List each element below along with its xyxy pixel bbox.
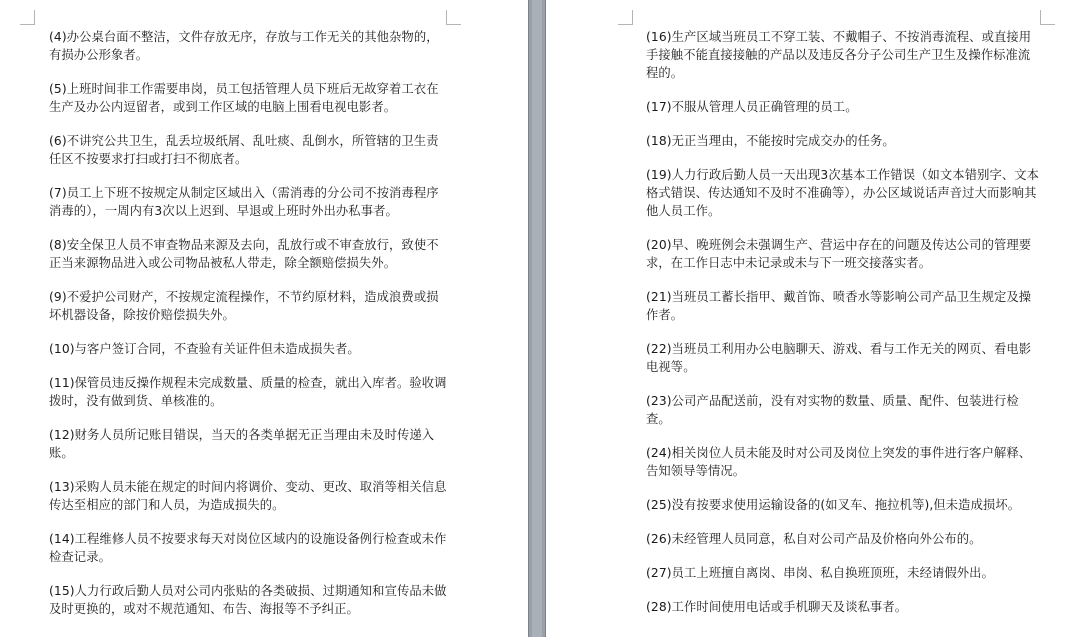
- paragraph[interactable]: (28)工作时间使用电话或手机聊天及谈私事者。: [646, 600, 908, 614]
- page-text-body[interactable]: [646, 28, 1042, 616]
- document-page-left[interactable]: [0, 0, 528, 637]
- paragraph[interactable]: (21)当班员工蓄长指甲、戴首饰、喷香水等影响公司产品卫生规定及操作者。: [646, 290, 1032, 322]
- paragraph[interactable]: (19)人力行政后勤人员一天出现3次基本工作错误（如文本错别字、文本格式错误、传达通知不及时不准确等），办公区域说话声音过大而影响其他人员工作。: [646, 168, 1040, 218]
- page-text-body[interactable]: [49, 28, 449, 618]
- paragraph[interactable]: (18)无正当理由，不能按时完成交办的任务。: [646, 134, 895, 148]
- paragraph[interactable]: (13)采购人员未能在规定的时间内将调价、变动、更改、取消等相关信息传达至相应的部门和人员，为造成损失的。: [49, 480, 447, 512]
- margin-corner-mark: [20, 10, 35, 25]
- paragraph[interactable]: (17)不服从管理人员正确管理的员工。: [646, 100, 858, 114]
- paragraph[interactable]: (24)相关岗位人员未能及时对公司及岗位上突发的事件进行客户解释、告知领导等情况。: [646, 446, 1032, 478]
- paragraph[interactable]: (14)工程维修人员不按要求每天对岗位区域内的设施设备例行检查或未作检查记录。: [49, 532, 447, 564]
- paragraph[interactable]: (25)没有按要求使用运输设备的(如叉车、拖拉机等),但未造成损坏。: [646, 498, 1021, 512]
- paragraph[interactable]: (5)上班时间非工作需要串岗，员工包括管理人员下班后无故穿着工衣在生产及办公内逗留者，或到工作区域的电脑上围看电视电影者。: [49, 82, 439, 114]
- paragraph[interactable]: (26)未经管理人员同意，私自对公司产品及价格向外公布的。: [646, 532, 982, 546]
- margin-corner-mark: [618, 10, 633, 25]
- paragraph[interactable]: (20)早、晚班例会未强调生产、营运中存在的问题及传达公司的管理要求，在工作日志中未记录或未与下一班交接落实者。: [646, 238, 1032, 270]
- paragraph[interactable]: (9)不爱护公司财产，不按规定流程操作，不节约原材料，造成浪费或损坏机器设备，除按价赔偿损失外。: [49, 290, 439, 322]
- page-gap-inner: [532, 0, 542, 637]
- paragraph[interactable]: (6)不讲究公共卫生，乱丢垃圾纸屑、乱吐痰、乱倒水，所管辖的卫生责任区不按要求打扫或打扫不彻底者。: [49, 134, 439, 166]
- paragraph[interactable]: (27)员工上班擅自离岗、串岗、私自换班顶班，未经请假外出。: [646, 566, 994, 580]
- margin-corner-mark: [446, 10, 461, 25]
- paragraph[interactable]: (8)安全保卫人员不审查物品来源及去向，乱放行或不审查放行，致使不正当来源物品进入或公司物品被私人带走，除全额赔偿损失外。: [49, 238, 439, 270]
- paragraph[interactable]: (16)生产区域当班员工不穿工装、不戴帽子、不按消毒流程、或直接用手接触不能直接接触的产品以及违反各分子公司生产卫生及操作标准流程的。: [646, 30, 1032, 80]
- paragraph[interactable]: (7)员工上下班不按规定从制定区域出入（需消毒的分公司不按消毒程序消毒的），一周内有3次以上迟到、早退或上班时外出办私事者。: [49, 186, 439, 218]
- paragraph[interactable]: (4)办公桌台面不整洁，文件存放无序，存放与工作无关的其他杂物的，有损办公形象者。: [49, 30, 439, 62]
- paragraph[interactable]: (11)保管员违反操作规程未完成数量、质量的检查，就出入库者。验收调拨时，没有做到货、单核准的。: [49, 376, 447, 408]
- page-gap-separator: [528, 0, 546, 637]
- paragraph[interactable]: (23)公司产品配送前，没有对实物的数量、质量、配件、包装进行检查。: [646, 394, 1019, 426]
- document-page-right[interactable]: [546, 0, 1080, 637]
- paragraph[interactable]: (12)财务人员所记账目错误，当天的各类单据无正当理由未及时传递入账。: [49, 428, 435, 460]
- paragraph[interactable]: (22)当班员工利用办公电脑聊天、游戏、看与工作无关的网页、看电影电视等。: [646, 342, 1032, 374]
- paragraph[interactable]: (10)与客户签订合同，不查验有关证件但未造成损失者。: [49, 342, 360, 356]
- margin-corner-mark: [1040, 10, 1055, 25]
- paragraph[interactable]: (15)人力行政后勤人员对公司内张贴的各类破损、过期通知和宣传品未做及时更换的，或对不规范通知、布告、海报等不予纠正。: [49, 584, 447, 616]
